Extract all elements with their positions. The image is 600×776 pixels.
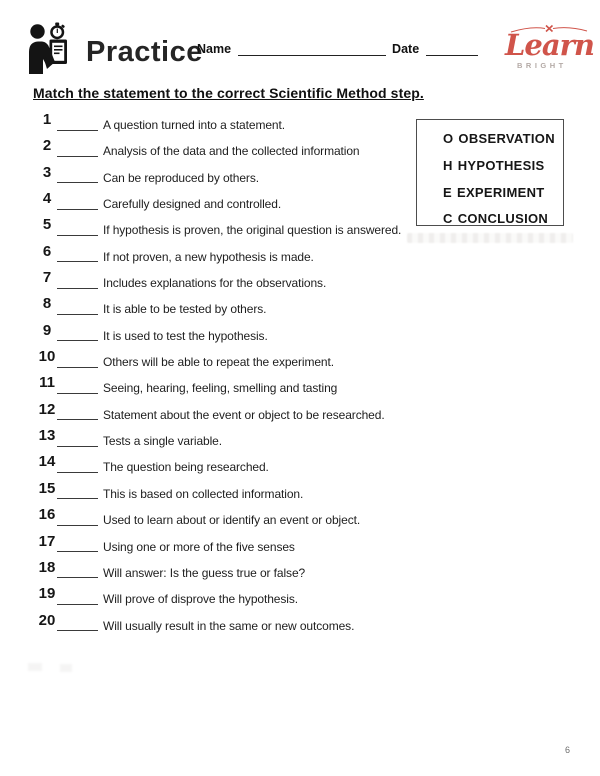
- statement-row: [36, 270, 436, 296]
- answer-blank-field[interactable]: [57, 375, 98, 394]
- statement-number: 6: [42, 242, 52, 260]
- statement-number: 19: [38, 585, 56, 603]
- answer-blank-field[interactable]: [57, 560, 98, 579]
- statement-row: [36, 586, 436, 612]
- key-letter: C: [443, 211, 453, 227]
- key-letter: E: [443, 184, 452, 200]
- name-label: Name: [197, 42, 232, 56]
- answer-blank-field[interactable]: [57, 296, 98, 315]
- statement-number: 4: [42, 190, 52, 208]
- statement-text: Includes explanations for the observations.: [103, 276, 327, 291]
- answer-key-box: [416, 119, 564, 226]
- answer-blank-field[interactable]: [57, 112, 98, 131]
- statement-text: Will prove of disprove the hypothesis.: [103, 592, 298, 607]
- answer-blank-field[interactable]: [57, 138, 98, 157]
- logo-wordmark: Learn: [505, 28, 594, 62]
- practice-title: Practice: [86, 35, 203, 68]
- statement-text: Seeing, hearing, feeling, smelling and tasting: [103, 381, 338, 396]
- statement-text: The question being researched.: [103, 460, 269, 475]
- statement-text: It is used to test the hypothesis.: [103, 328, 268, 343]
- practice-brand: [28, 22, 203, 74]
- key-item: [443, 131, 563, 158]
- statement-number: 3: [42, 163, 52, 181]
- statement-row: [36, 165, 436, 191]
- date-blank-field[interactable]: [426, 42, 478, 56]
- statement-text: Used to learn about or identify an event or object.: [103, 513, 361, 528]
- statement-text: Tests a single variable.: [103, 434, 222, 449]
- statement-text: If not proven, a new hypothesis is made.: [103, 249, 314, 264]
- statement-number: 13: [38, 427, 56, 445]
- statement-row: [36, 138, 436, 164]
- statement-row: [36, 191, 436, 217]
- answer-blank-field[interactable]: [57, 191, 98, 210]
- statement-text: Will answer: Is the guess true or false?: [103, 565, 306, 580]
- statement-text: This is based on collected information.: [103, 486, 304, 501]
- key-letter: O: [443, 131, 454, 146]
- statement-text: Analysis of the data and the collected information: [103, 144, 360, 159]
- statement-row: [36, 613, 436, 639]
- statement-number: 12: [38, 400, 56, 418]
- statement-row: [36, 428, 436, 454]
- answer-blank-field[interactable]: [57, 613, 98, 632]
- key-word: HYPOTHESIS: [457, 157, 545, 173]
- page-number: 6: [565, 745, 571, 755]
- statement-text: If hypothesis is proven, the original question is answered.: [103, 223, 402, 238]
- answer-blank-field[interactable]: [57, 586, 98, 605]
- statement-number: 15: [38, 479, 56, 497]
- statement-text: Others will be able to repeat the experiment.: [103, 355, 334, 370]
- statement-row: [36, 481, 436, 507]
- statement-number: 16: [38, 506, 56, 524]
- name-blank-field[interactable]: [238, 42, 386, 56]
- statement-number: 8: [42, 295, 52, 313]
- name-date-line: [197, 42, 478, 56]
- answer-blank-field[interactable]: [57, 270, 98, 289]
- answer-blank-field[interactable]: [57, 507, 98, 526]
- statement-row: [36, 507, 436, 533]
- answer-blank-field[interactable]: [57, 534, 98, 553]
- scan-smudge: [28, 663, 42, 671]
- key-letter: H: [443, 157, 453, 173]
- statement-number: 2: [42, 137, 52, 155]
- statement-number: 5: [42, 216, 52, 234]
- statement-row: [36, 323, 436, 349]
- answer-blank-field[interactable]: [57, 428, 98, 447]
- answer-blank-field[interactable]: [57, 402, 98, 421]
- answer-blank-field[interactable]: [57, 244, 98, 263]
- statement-text: Using one or more of the five senses: [103, 539, 295, 554]
- answer-blank-field[interactable]: [57, 454, 98, 473]
- statement-row: [36, 534, 436, 560]
- key-word: OBSERVATION: [458, 131, 555, 146]
- statement-number: 14: [38, 453, 56, 471]
- statement-number: 18: [38, 558, 56, 576]
- answer-blank-field[interactable]: [57, 481, 98, 500]
- statement-text: A question turned into a statement.: [103, 118, 285, 132]
- key-word: CONCLUSION: [457, 211, 549, 227]
- answer-blank-field[interactable]: [57, 217, 98, 236]
- statement-number: 10: [38, 348, 56, 366]
- key-item: [443, 158, 563, 185]
- statement-row: [36, 112, 436, 138]
- statement-text: Will usually result in the same or new outcomes.: [103, 618, 355, 633]
- learnbright-logo: [505, 22, 593, 70]
- statement-row: [36, 454, 436, 480]
- statement-number: 9: [42, 321, 52, 339]
- statement-row: [36, 375, 436, 401]
- statement-text: Can be reproduced by others.: [103, 170, 259, 185]
- statement-text: It is able to be tested by others.: [103, 302, 267, 317]
- key-item: [443, 185, 563, 212]
- statement-row: [36, 296, 436, 322]
- statement-row: [36, 217, 436, 243]
- watermark-remnant: [407, 233, 573, 243]
- statement-number: 7: [42, 269, 52, 287]
- scan-smudge: [60, 664, 72, 672]
- statement-text: Statement about the event or object to be researched.: [103, 407, 385, 422]
- answer-blank-field[interactable]: [57, 165, 98, 184]
- statement-number: 17: [38, 532, 56, 550]
- statement-row: [36, 244, 436, 270]
- statement-number: 11: [39, 374, 55, 392]
- answer-blank-field[interactable]: [57, 323, 98, 342]
- statement-text: Carefully designed and controlled.: [103, 197, 282, 212]
- statement-row: [36, 560, 436, 586]
- statement-number: 1: [42, 111, 52, 128]
- statement-row: [36, 349, 436, 375]
- statement-number: 20: [38, 611, 56, 629]
- person-clipboard-stopwatch-icon: [28, 22, 78, 74]
- key-word: EXPERIMENT: [456, 184, 545, 200]
- date-label: Date: [392, 42, 420, 56]
- logo-subtitle: BRIGHT: [517, 61, 567, 70]
- statements-list: [36, 112, 436, 639]
- answer-blank-field[interactable]: [57, 349, 98, 368]
- instruction-heading: Match the statement to the correct Scientific Method step.: [33, 85, 424, 101]
- statement-row: [36, 402, 436, 428]
